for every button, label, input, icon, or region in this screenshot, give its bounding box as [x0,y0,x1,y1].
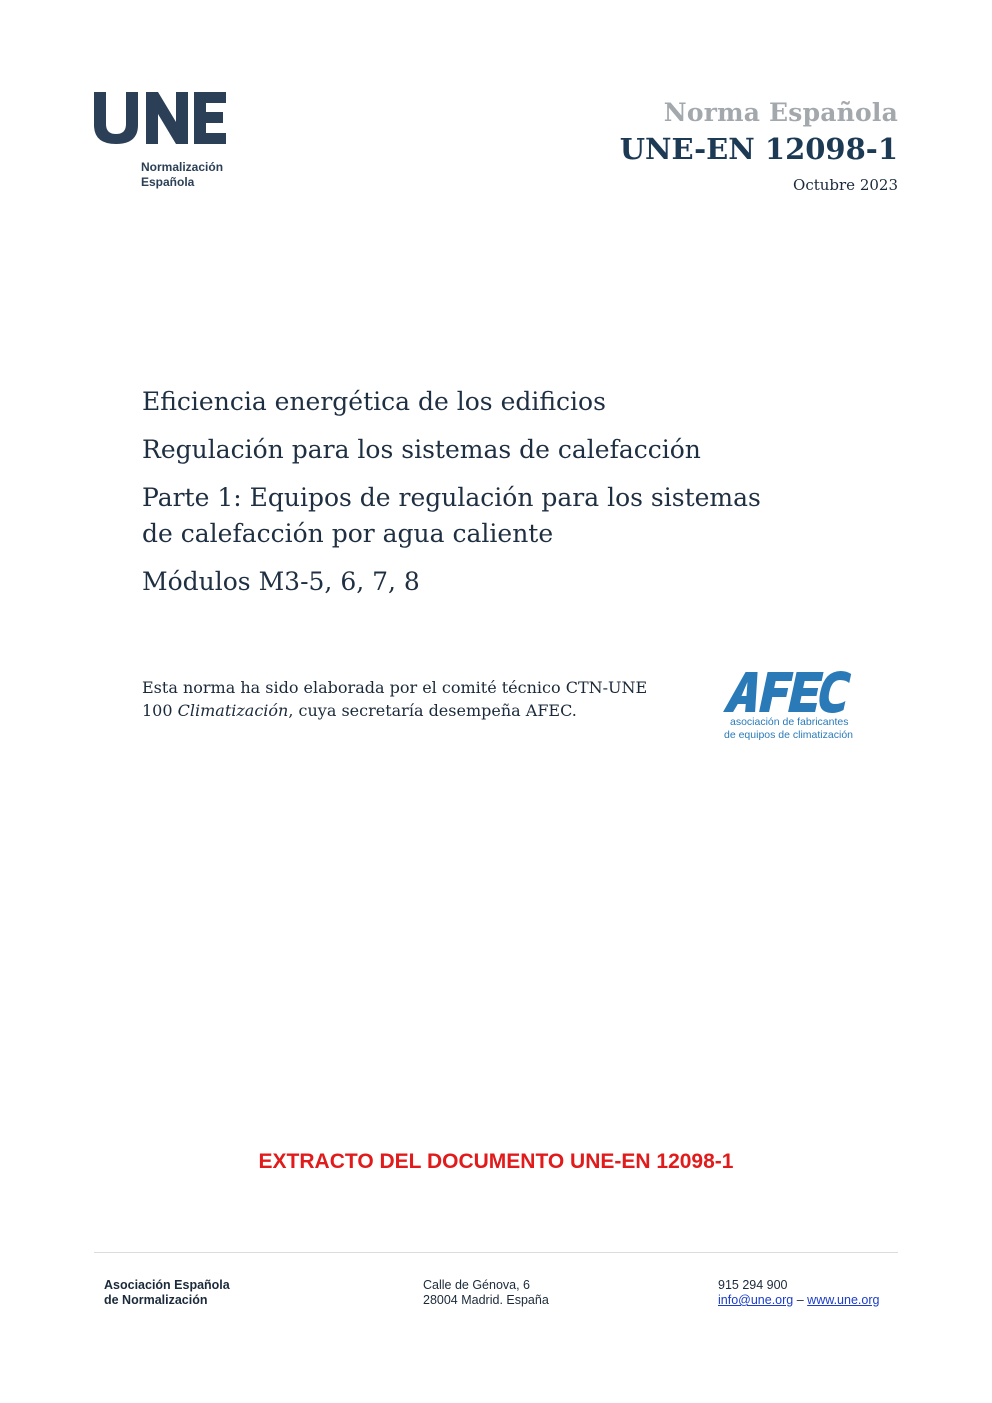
une-subtitle-line2: Española [141,175,195,189]
email-link[interactable]: info@une.org [718,1293,794,1307]
committee-text-after: , cuya secretaría desempeña AFEC. [288,701,577,720]
title-line: Parte 1: Equipos de regulación para los sistemas de calefacción por agua caliente [142,483,761,548]
title-line: Eficiencia energética de los edificios [142,387,606,416]
norma-code: UNE-EN 12098-1 [619,132,898,166]
footer-divider [94,1252,898,1253]
footer-link-separator: – [796,1293,804,1307]
committee-text-before: Esta norma ha sido elaborada por el comité técnico CTN-UNE 100 [142,678,648,720]
footer-contact [718,1278,879,1308]
une-logo-subtitle [141,160,223,190]
footer-org-line2: de Normalización [104,1293,208,1307]
extract-notice: EXTRACTO DEL DOCUMENTO UNE-EN 12098-1 [258,1150,734,1173]
footer-organization [104,1278,230,1308]
une-wordmark-logo [92,88,232,148]
title-line: Regulación para los sistemas de calefacción [142,435,701,464]
footer-address [423,1278,549,1308]
footer-links [718,1293,879,1308]
footer-org-line1: Asociación Española [104,1278,230,1292]
document-titles [142,384,782,612]
website-link[interactable]: www.une.org [807,1293,880,1307]
title-line: Módulos M3-5, 6, 7, 8 [142,567,420,596]
committee-statement [142,676,662,722]
afec-subtitle-line1: asociación de fabricantes [730,716,849,728]
document-header [620,96,898,198]
afec-wordmark-logo [722,670,862,716]
committee-name: Climatización [177,701,289,720]
afec-logo-subtitle [724,716,853,742]
afec-logo [722,670,862,746]
publication-date: Octubre 2023 [793,176,898,194]
footer-address-line2: 28004 Madrid. España [423,1293,549,1307]
norma-label: Norma Española [663,98,898,127]
afec-subtitle-line2: de equipos de climatización [724,729,853,741]
une-subtitle-line1: Normalización [141,160,224,174]
une-logo [92,88,242,198]
footer-address-line1: Calle de Génova, 6 [423,1278,531,1292]
footer-phone: 915 294 900 [718,1278,788,1292]
